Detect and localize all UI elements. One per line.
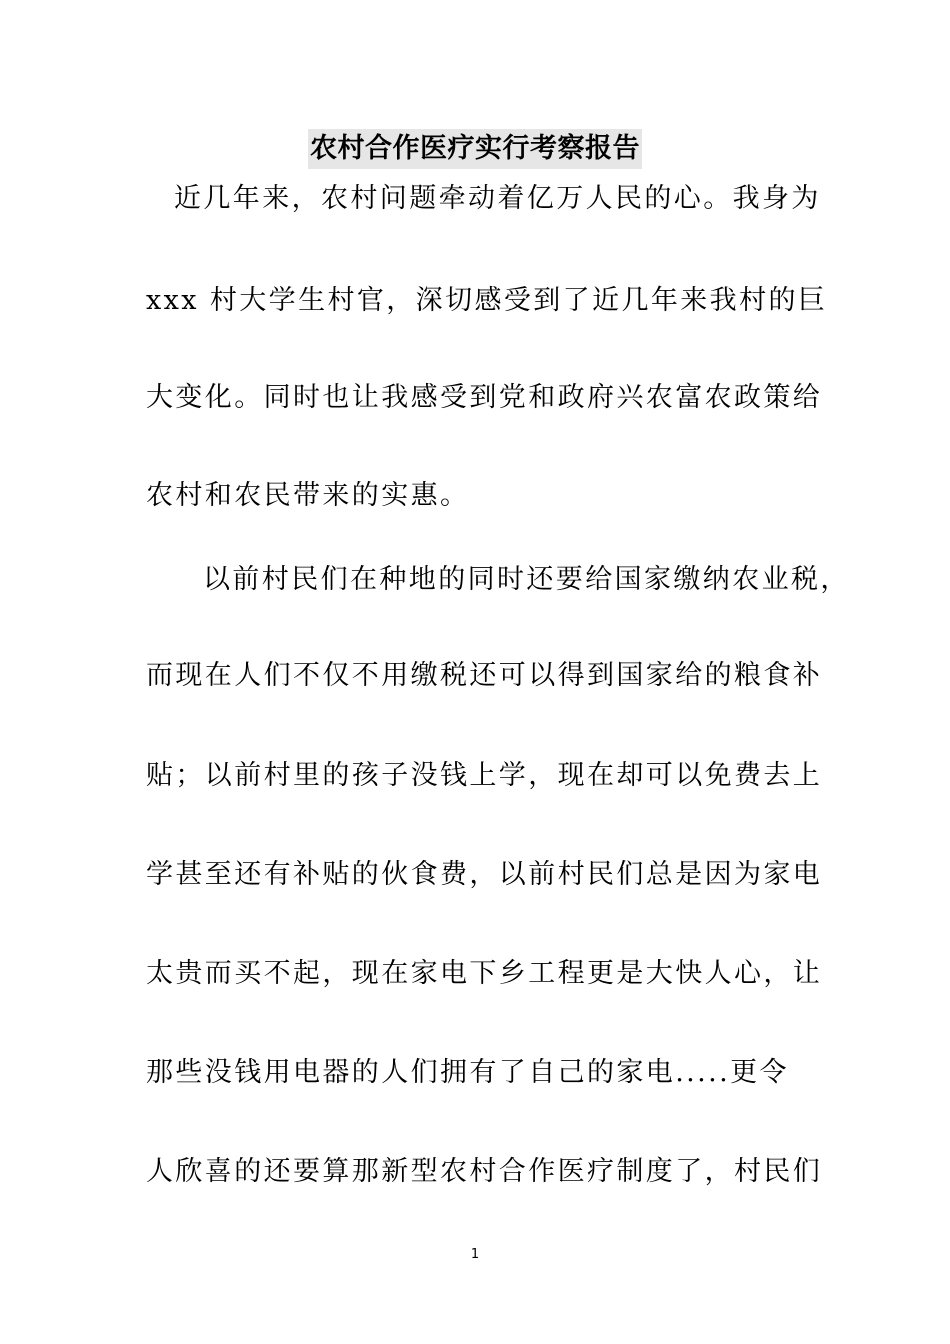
paragraph-line: xxx 村大学生村官，深切感受到了近几年来我村的巨 <box>146 285 828 316</box>
paragraph-line: 那些没钱用电器的人们拥有了自己的家电.....更令 <box>146 1057 789 1088</box>
paragraph-line: 太贵而买不起，现在家电下乡工程更是大快人心，让 <box>146 958 823 989</box>
paragraph-line: 人欣喜的还要算那新型农村合作医疗制度了，村民们 <box>146 1156 823 1187</box>
paragraph-line: 大变化。同时也让我感受到党和政府兴农富农政策给 <box>146 382 823 413</box>
paragraph-line: 以前村民们在种地的同时还要给国家缴纳农业税， <box>203 564 850 595</box>
document-title: 农村合作医疗实行考察报告 <box>308 129 642 169</box>
title-container <box>0 129 950 169</box>
paragraph-line: 贴；以前村里的孩子没钱上学，现在却可以免费去上 <box>146 760 823 791</box>
paragraph-line: 近几年来，农村问题牵动着亿万人民的心。我身为 <box>174 183 821 214</box>
page-number: 1 <box>470 1247 480 1262</box>
paragraph-line: 而现在人们不仅不用缴税还可以得到国家给的粮食补 <box>146 660 823 691</box>
paragraph-line: 农村和农民带来的实惠。 <box>146 480 470 511</box>
paragraph-line: 学甚至还有补贴的伙食费，以前村民们总是因为家电 <box>146 859 823 890</box>
